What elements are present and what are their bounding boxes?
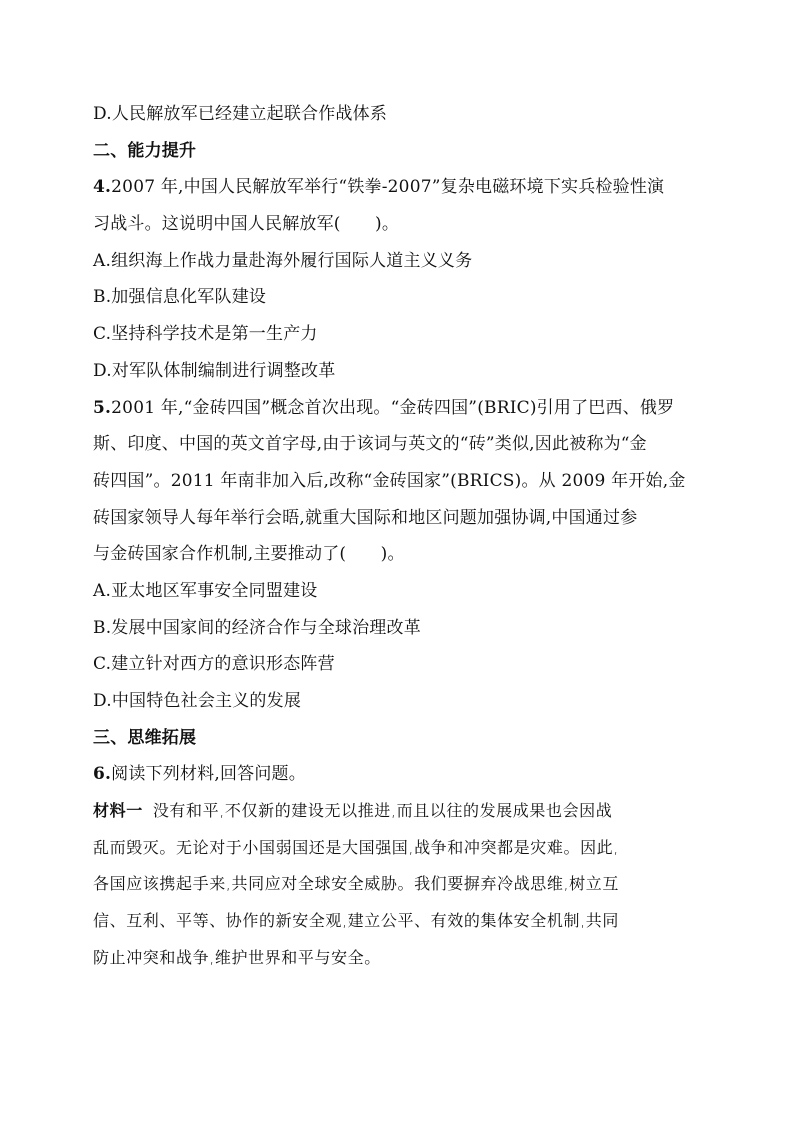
document-content	[93, 96, 705, 977]
q4-option-b: B.加强信息化军队建设	[93, 287, 267, 308]
material1-label: 材料一	[93, 801, 143, 821]
q3-option-d: D.人民解放军已经建立起联合作战体系	[93, 104, 388, 124]
q4-option-a: A.组织海上作战力量赴海外履行国际人道主义义务	[93, 250, 473, 271]
q4-option-d: D.对军队体制编制进行调整改革	[93, 360, 336, 381]
q4-stem-line-2: 习战斗。这说明中国人民解放军( )。	[93, 214, 400, 235]
q5-stem-line-5: 与金砖国家合作机制,主要推动了( )。	[93, 544, 405, 565]
material1-line-3: 各国应该携起手来,共同应对全球安全威胁。我们要摒弃冷战思维,树立互	[93, 874, 619, 894]
section-title-ability: 二、能力提升	[93, 140, 197, 161]
q5-option-c: C.建立针对西方的意识形态阵营	[93, 654, 335, 675]
q5-stem-text-1: 2001 年,“金砖四国”概念首次出现。“金砖四国”(BRIC)引用了巴西、俄罗	[111, 397, 675, 418]
q5-stem-line-4: 砖国家领导人每年举行会晤,就重大国际和地区问题加强协调,中国通过参	[93, 507, 638, 528]
material1-line-1	[93, 793, 705, 830]
q4-number: 4.	[93, 177, 112, 198]
q5-option-b: B.发展中国家间的经济合作与全球治理改革	[93, 617, 421, 638]
q5-option-d: D.中国特色社会主义的发展	[93, 691, 302, 711]
q5-stem-line-3: 砖四国”。2011 年南非加入后,改称“金砖国家”(BRICS)。从 2009 年开始,金	[93, 470, 686, 491]
material1-line-2: 乱而毁灭。无论对于小国弱国还是大国强国,战争和冲突都是灾难。因此,	[93, 837, 619, 857]
q4-stem-line-1	[93, 169, 705, 206]
material1-line-5: 防止冲突和战争,维护世界和平与安全。	[93, 947, 381, 967]
q5-option-a: A.亚太地区军事安全同盟建设	[93, 580, 318, 601]
q5-stem-line-1	[93, 390, 705, 427]
q4-stem-text-1: 2007 年,中国人民解放军举行“铁拳-2007”复杂电磁环境下实兵检验性演	[111, 177, 665, 198]
section-title-thinking: 三、思维拓展	[93, 727, 197, 748]
material1-line-4: 信、互利、平等、协作的新安全观,建立公平、有效的集体安全机制,共同	[93, 911, 619, 931]
q4-option-c: C.坚持科学技术是第一生产力	[93, 324, 318, 345]
q6-prompt-line	[93, 756, 705, 793]
q6-prompt-text: 阅读下列材料,回答问题。	[111, 764, 306, 785]
material1-text-1: 没有和平,不仅新的建设无以推进,而且以往的发展成果也会因战	[152, 801, 613, 821]
q5-stem-line-2: 斯、印度、中国的英文首字母,由于该词与英文的“砖”类似,因此被称为“金	[93, 434, 647, 455]
q5-number: 5.	[93, 397, 112, 418]
q6-number: 6.	[93, 764, 112, 785]
